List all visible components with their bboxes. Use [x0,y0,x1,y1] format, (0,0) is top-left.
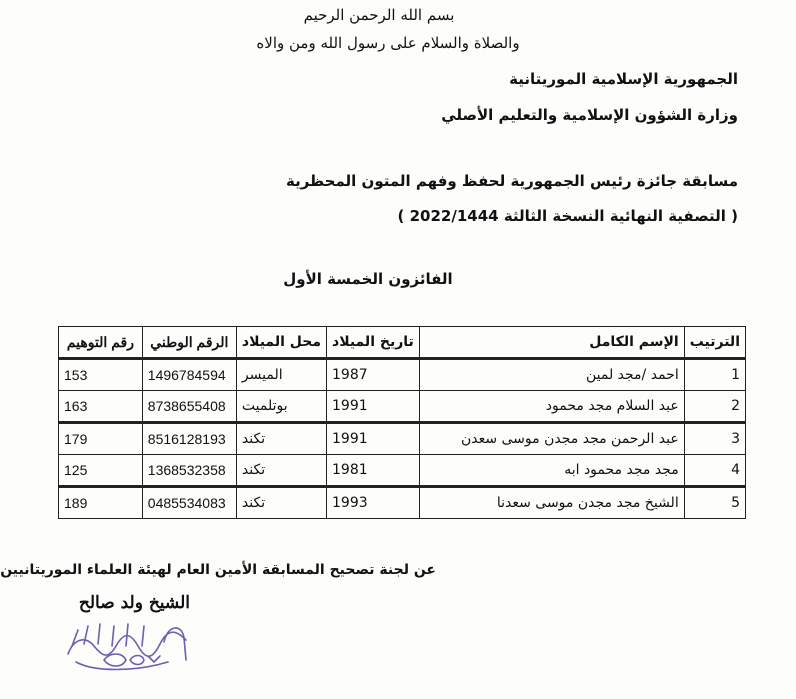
basmala: بسم الله الرحمن الرحيم [303,6,455,24]
cell-rank: 3 [684,423,745,455]
cell-birth-date: 1987 [327,359,420,391]
table-row [59,391,746,423]
cell-name: احمد /مجد لمين [419,359,684,391]
cell-name: عبد السلام مجد محمود [419,391,684,423]
handwritten-signature [64,616,196,676]
committee-line: عن لجنة تصحيح المسابقة الأمين العام لهيئة العلماء الموريتانيين [0,562,436,578]
cell-reg-no: 125 [59,455,143,487]
cell-birth-place: تكند [236,487,326,519]
header-birth-date: تاريخ الميلاد [327,327,420,359]
cell-birth-place: تكند [236,423,326,455]
cell-national-id: 1368532358 [142,455,236,487]
cell-national-id: 8738655408 [142,391,236,423]
header-name: الإسم الكامل [419,327,684,359]
salat-line: والصلاة والسلام على رسول الله ومن والاه [256,34,520,52]
cell-national-id: 1496784594 [142,359,236,391]
header-birth-place: محل الميلاد [236,327,326,359]
cell-birth-date: 1993 [327,487,420,519]
cell-birth-date: 1981 [327,455,420,487]
cell-reg-no: 179 [59,423,143,455]
winners-heading: الفائزون الخمسة الأول [283,270,453,288]
republic-name: الجمهورية الإسلامية الموريتانية [509,70,738,88]
cell-birth-place: بوتلميت [236,391,326,423]
table-row [59,359,746,391]
cell-name: الشيخ مجد مجدن موسى سعدنا [419,487,684,519]
cell-name: عبد الرحمن مجد مجدن موسى سعدن [419,423,684,455]
cell-name: مجد مجد محمود ابه [419,455,684,487]
table-row [59,487,746,519]
cell-birth-place: الميسر [236,359,326,391]
cell-rank: 2 [684,391,745,423]
cell-birth-place: تكند [236,455,326,487]
header-national-id: الرقم الوطني [142,327,236,359]
cell-national-id: 8516128193 [142,423,236,455]
table-header-row [59,327,746,359]
cell-reg-no: 189 [59,487,143,519]
cell-national-id: 0485534083 [142,487,236,519]
cell-rank: 5 [684,487,745,519]
final-round-subtitle: ( التصفية النهائية النسخة الثالثة 2022/1444 ) [397,207,738,225]
cell-rank: 1 [684,359,745,391]
header-rank: الترتيب [684,327,745,359]
signer-name: الشيخ ولد صالح [78,593,190,613]
cell-birth-date: 1991 [327,423,420,455]
ministry-name: وزارة الشؤون الإسلامية والتعليم الأصلي [441,106,738,124]
header-reg-no: رقم التوهيم [59,327,143,359]
cell-birth-date: 1991 [327,391,420,423]
results-table [58,326,746,519]
cell-reg-no: 153 [59,359,143,391]
competition-title: مسابقة جائزة رئيس الجمهورية لحفظ وفهم المتون المحظرية [285,172,738,190]
cell-reg-no: 163 [59,391,143,423]
table-row [59,455,746,487]
cell-rank: 4 [684,455,745,487]
table-row [59,423,746,455]
